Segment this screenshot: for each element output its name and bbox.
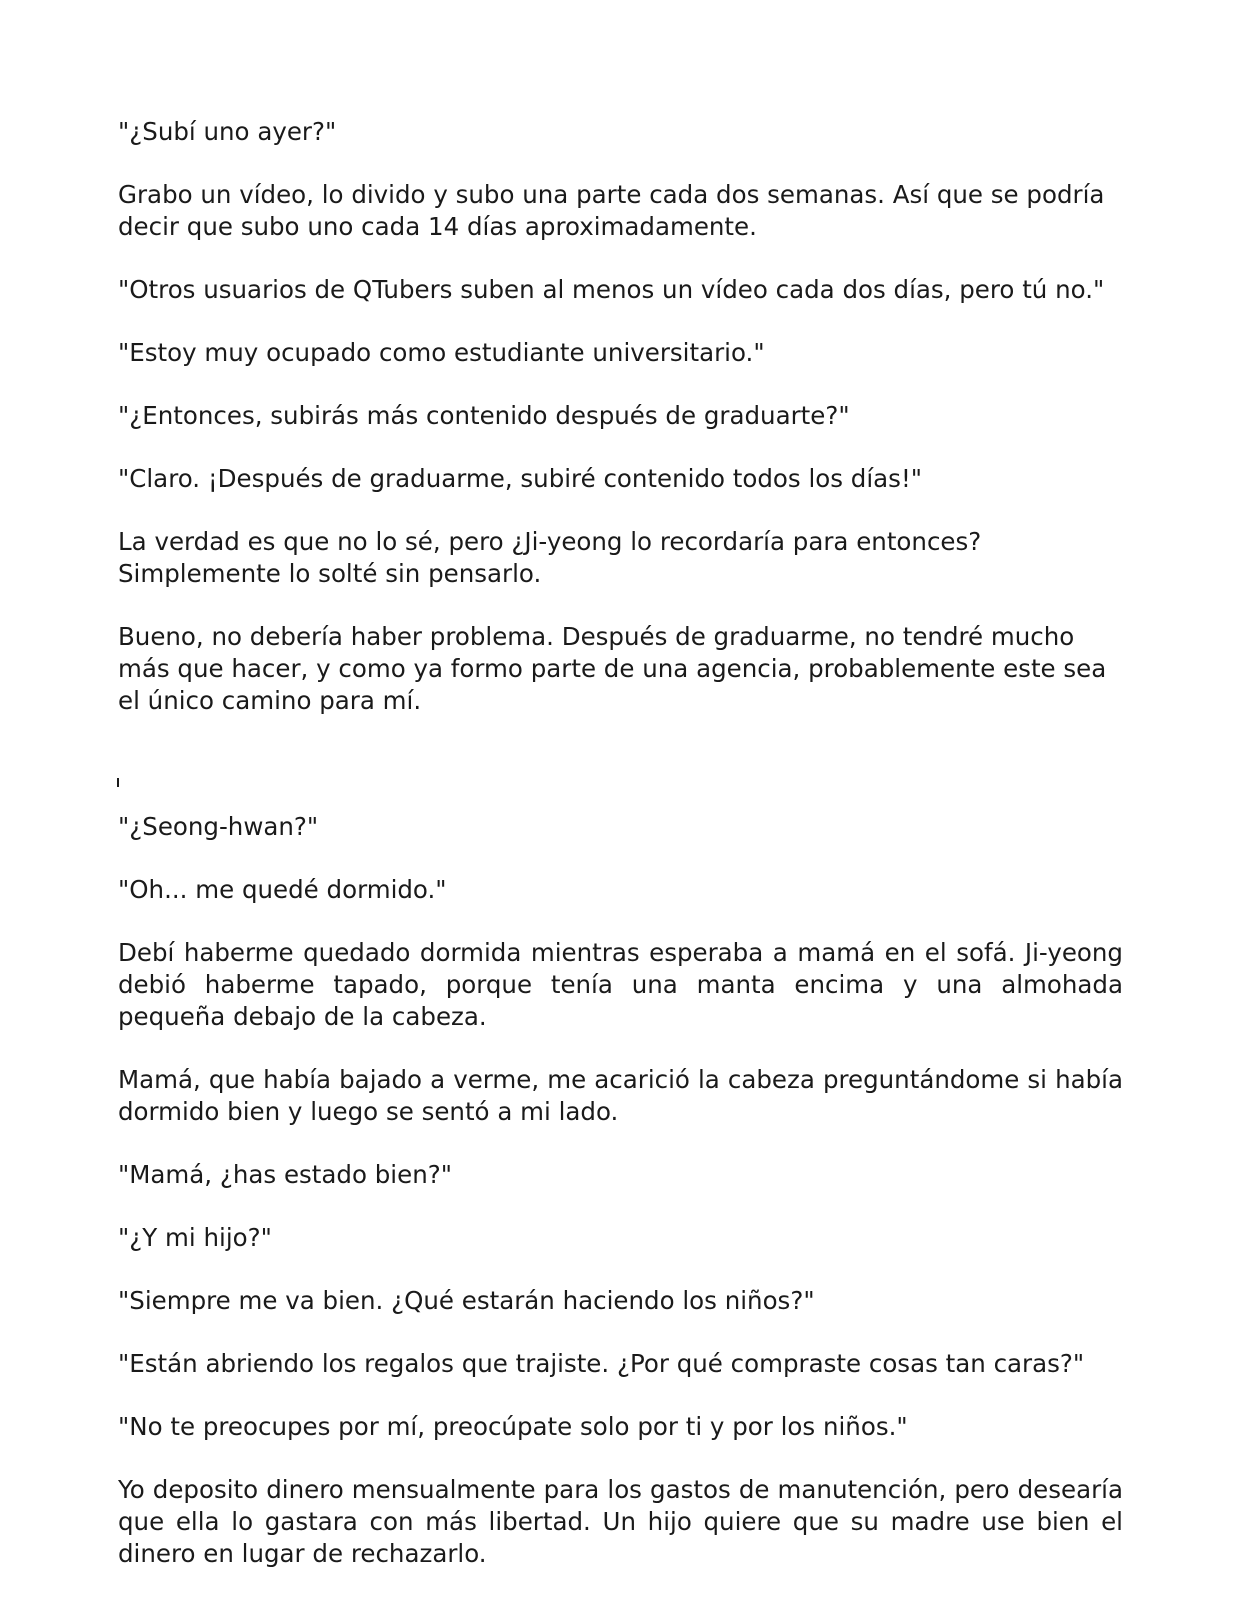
paragraph: Yo deposito dinero mensualmente para los gastos de manutención, pero desearía que ella lo gastara con más libertad. Un hijo quiere que su madre use bien el dinero en lugar de rechazarlo.: [118, 1475, 1123, 1568]
paragraph: "¿Entonces, subirás más contenido después de graduarte?": [118, 401, 850, 430]
paragraph: "Están abriendo los regalos que trajiste. ¿Por qué compraste cosas tan caras?": [118, 1349, 1085, 1378]
paragraph: Grabo un vídeo, lo divido y subo una parte cada dos semanas. Así que se podría decir que subo uno cada 14 días aproximadamente.: [118, 180, 1105, 241]
stray-mark: [117, 778, 119, 787]
paragraph: "Mamá, ¿has estado bien?": [118, 1160, 452, 1189]
paragraph: "¿Seong-hwan?": [118, 812, 319, 841]
paragraph: "No te preocupes por mí, preocúpate solo por ti y por los niños.": [118, 1412, 908, 1441]
paragraph: La verdad es que no lo sé, pero ¿Ji-yeong lo recordaría para entonces? Simplemente lo solté sin pensarlo.: [118, 527, 982, 588]
paragraph: Mamá, que había bajado a verme, me acarició la cabeza preguntándome si había dormido bien y luego se sentó a mi lado.: [118, 1065, 1123, 1126]
paragraph: Bueno, no debería haber problema. Después de graduarme, no tendré mucho más que hacer, y como ya formo parte de una agencia, probablemente este sea el único camino para mí.: [118, 622, 1107, 715]
paragraph: "Claro. ¡Después de graduarme, subiré contenido todos los días!": [118, 464, 923, 493]
paragraph: "Estoy muy ocupado como estudiante universitario.": [118, 338, 765, 367]
paragraph: "Oh... me quedé dormido.": [118, 875, 447, 904]
paragraph: "¿Subí uno ayer?": [118, 117, 337, 146]
paragraph: Debí haberme quedado dormida mientras esperaba a mamá en el sofá. Ji-yeong debió haberme tapado, porque tenía una manta encima y una almohada pequeña debajo de la cabeza.: [118, 938, 1123, 1031]
paragraph: "Siempre me va bien. ¿Qué estarán haciendo los niños?": [118, 1286, 815, 1315]
paragraph: "Otros usuarios de QTubers suben al menos un vídeo cada dos días, pero tú no.": [118, 275, 1105, 304]
paragraph: "¿Y mi hijo?": [118, 1223, 272, 1252]
